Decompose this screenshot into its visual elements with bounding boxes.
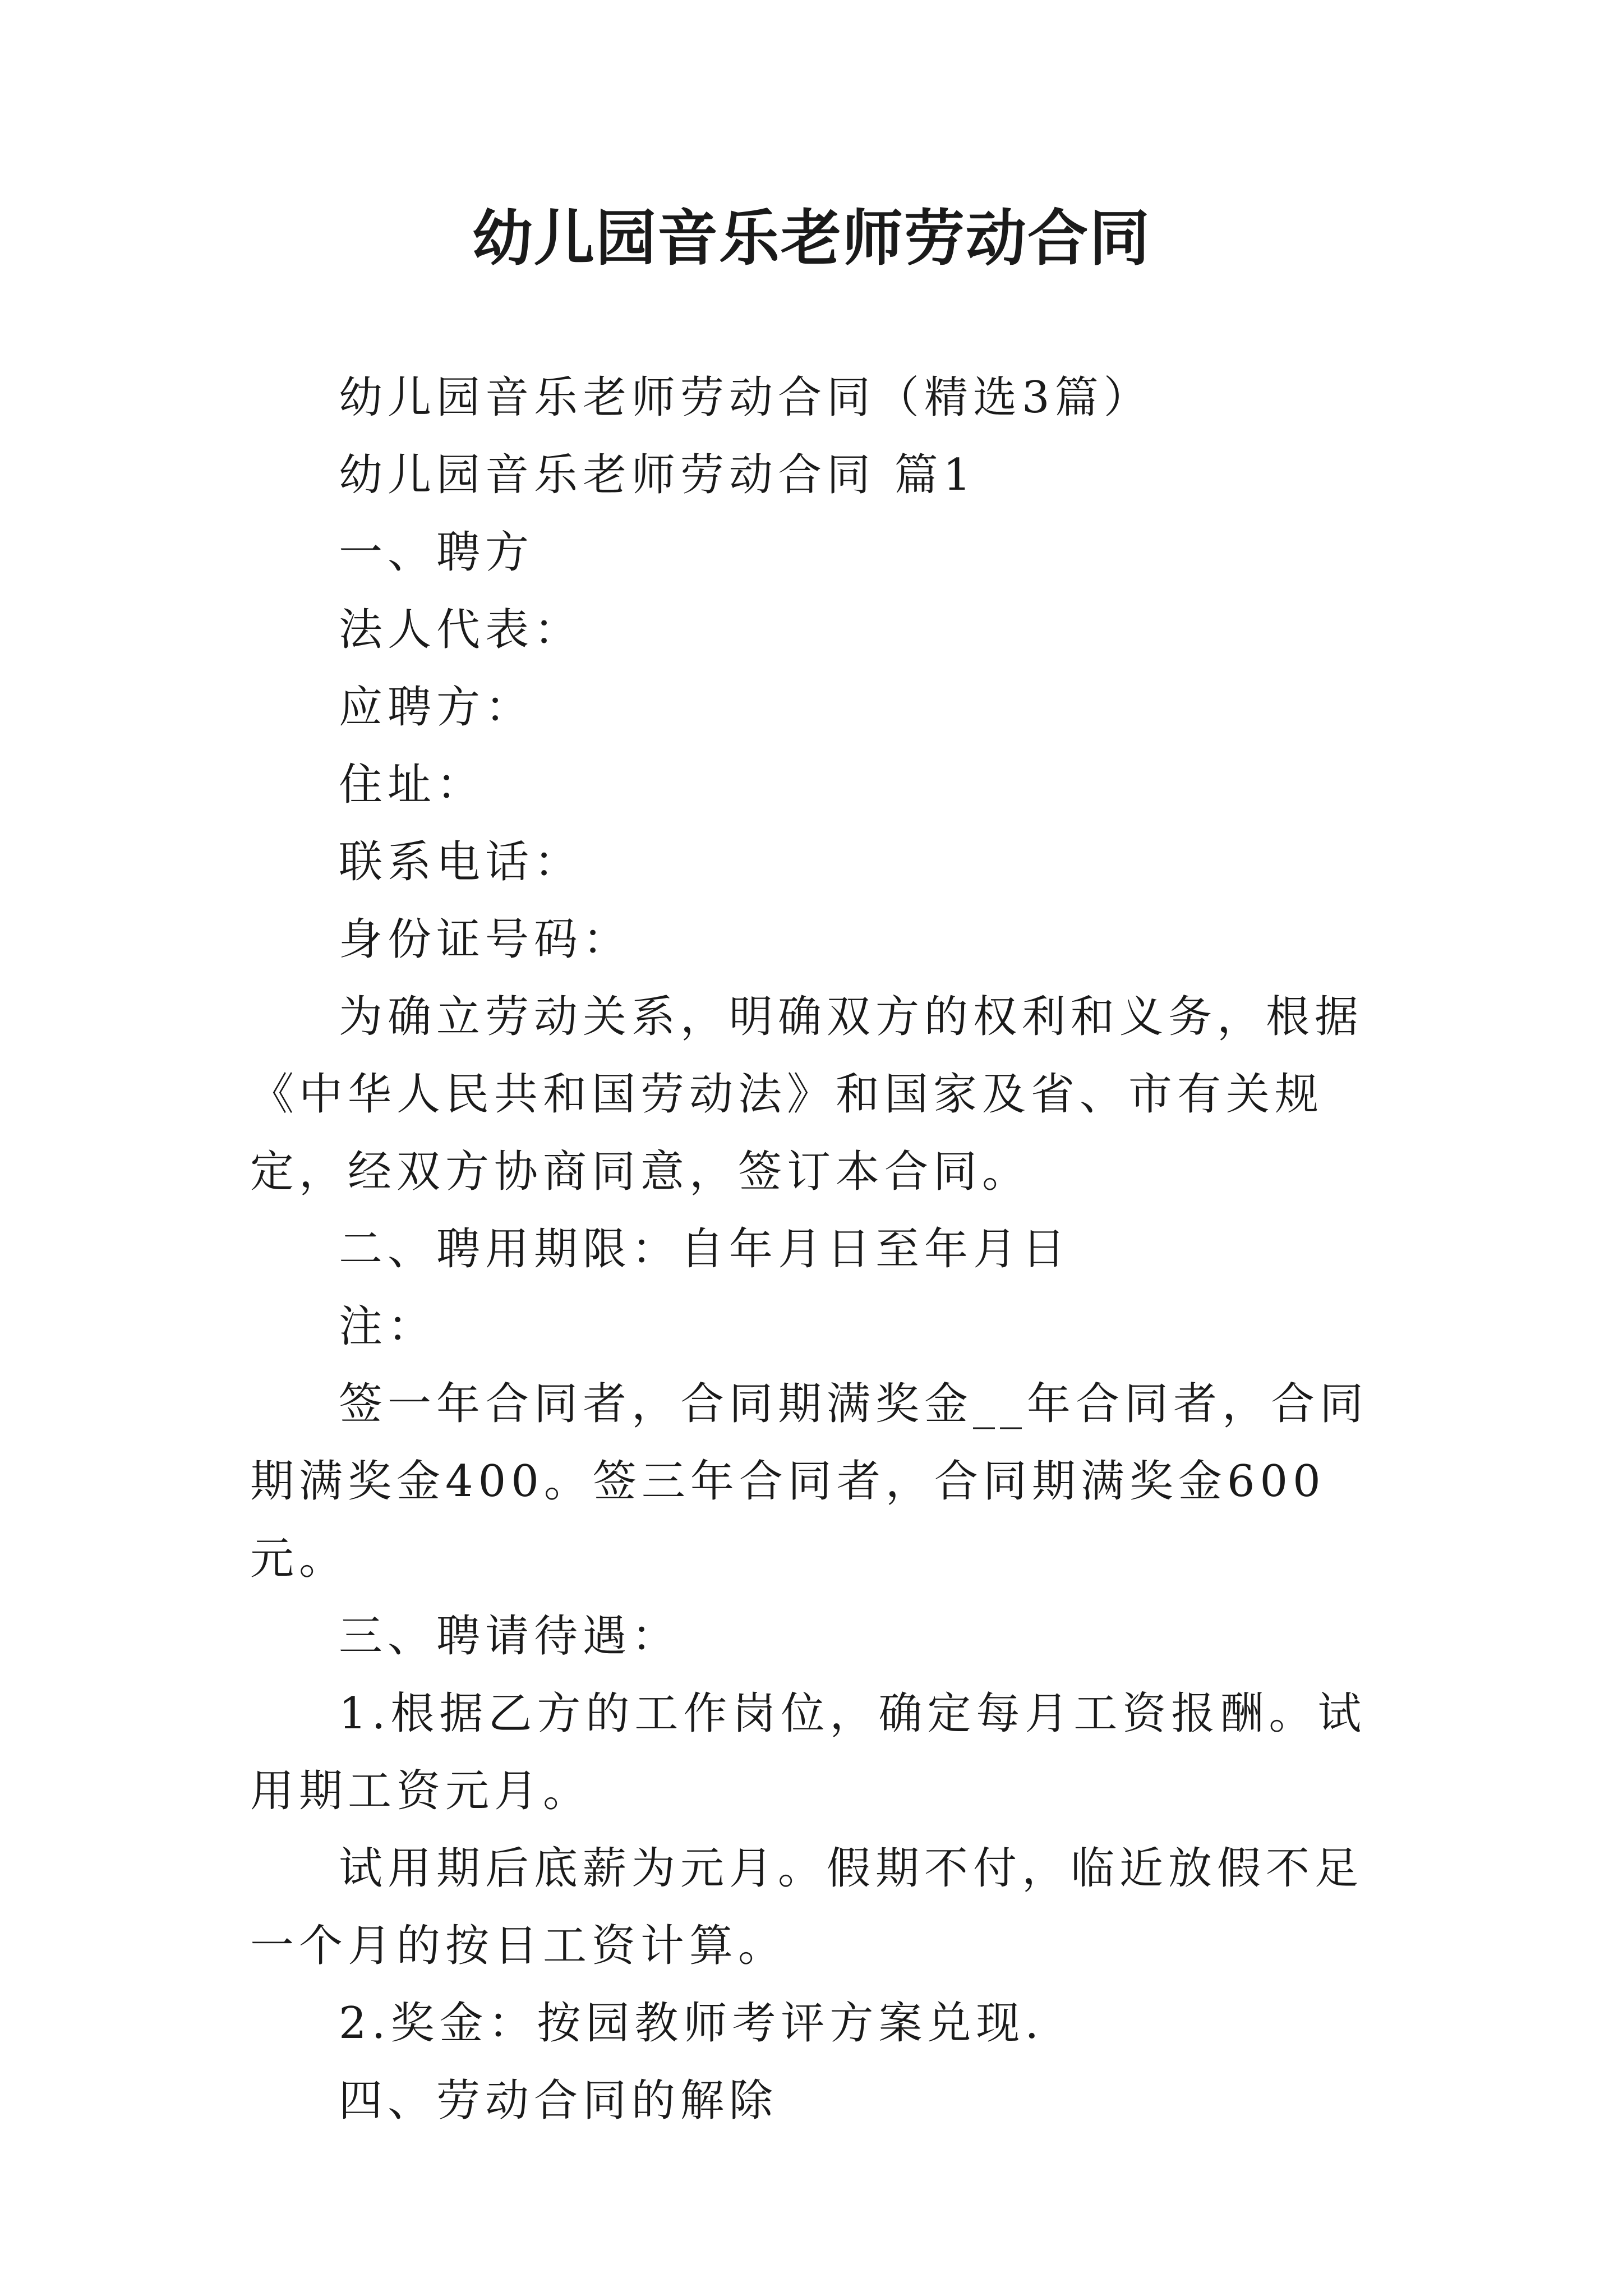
paragraph-bonus-terms: 签一年合同者，合同期满奖金__年合同者，合同期满奖金400。签三年合同者，合同期满奖金600元。 [250,1379,1369,1584]
document-title: 幼儿园音乐老师劳动合同 [472,203,1151,274]
paragraph-compensation-heading: 三、聘请待遇： [339,1611,681,1662]
document-body [250,359,1372,2139]
paragraph-address: 住址： [339,760,486,810]
paragraph-salary: 1.根据乙方的工作岗位，确定每月工资报酬。试用期工资元月。 [250,1688,1367,1816]
paragraph-phone: 联系电话： [339,837,583,887]
paragraph-subtitle: 幼儿园音乐老师劳动合同（精选3篇） [339,372,1152,423]
paragraph-purpose: 为确立劳动关系，明确双方的权利和义务，根据《中华人民共和国劳动法》和国家及省、市有关规定，经双方协商同意，签订本合同。 [250,992,1364,1197]
paragraph-term: 二、聘用期限：自年月日至年月日 [339,1224,1071,1274]
paragraph-base-pay: 试用期后底薪为元月。假期不付，临近放假不足一个月的按日工资计算。 [250,1843,1364,1971]
paragraph-section-heading: 幼儿园音乐老师劳动合同 篇1 [339,450,976,500]
paragraph-bonus: 2.奖金：按园教师考评方案兑现. [339,1998,1044,2049]
paragraph-note: 注： [339,1301,437,1352]
paragraph-employer: 一、聘方 [339,527,534,578]
paragraph-legal-rep: 法人代表： [339,605,583,655]
paragraph-termination-heading: 四、劳动合同的解除 [339,2076,778,2126]
paragraph-employee: 应聘方： [339,682,534,733]
paragraph-id-number: 身份证号码： [339,914,632,965]
